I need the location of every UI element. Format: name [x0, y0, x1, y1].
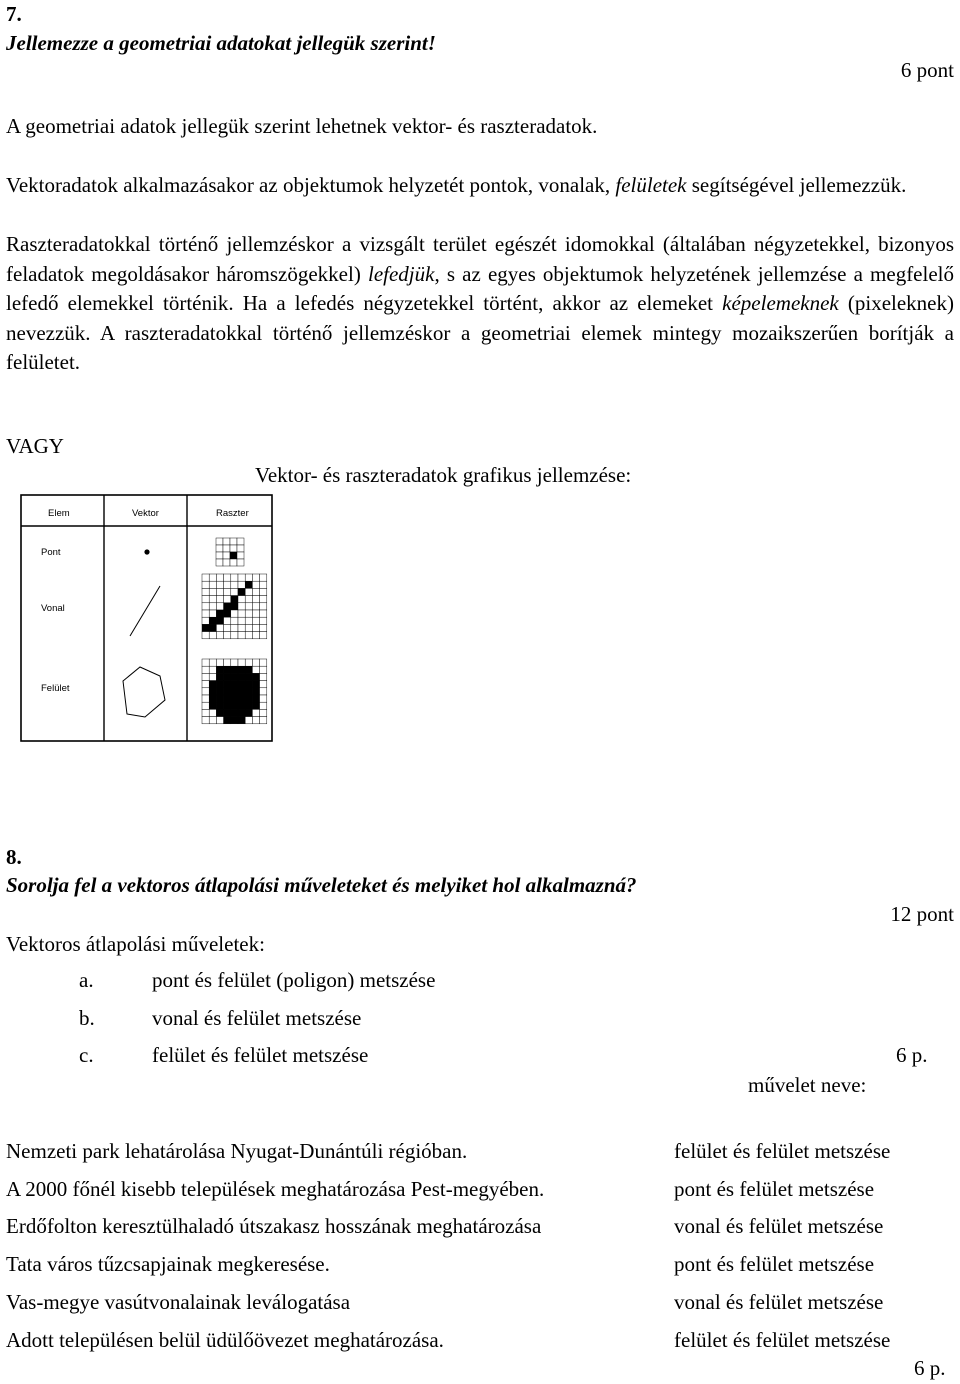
raster-cell [202, 574, 209, 581]
raster-cell [209, 681, 216, 688]
raster-cell [209, 581, 216, 588]
raster-cell [209, 610, 216, 617]
raster-cell [238, 581, 245, 588]
task-operation: felület és felület metszése [674, 1139, 891, 1163]
raster-cell [223, 559, 230, 566]
raster-cell [202, 617, 209, 624]
raster-cell [252, 717, 259, 724]
raster-cell [216, 538, 223, 545]
paragraph-vector-data: Vektoradatok alkalmazásakor az objektumok helyzetét pontok, vonalak, felületek segítségével jellemezzük. [6, 173, 907, 197]
raster-cell [216, 666, 223, 673]
raster-line-grid [202, 574, 267, 639]
raster-cell [202, 581, 209, 588]
raster-cell [238, 610, 245, 617]
raster-cell [260, 581, 267, 588]
raster-cell [237, 545, 244, 552]
raster-cell [202, 709, 209, 716]
raster-cell [216, 624, 223, 631]
raster-cell [216, 717, 223, 724]
raster-cell [260, 617, 267, 624]
raster-cell [252, 659, 259, 666]
raster-cell [238, 717, 245, 724]
operations-points: 6 p. [896, 1043, 928, 1067]
task-operation: vonal és felület metszése [674, 1214, 884, 1238]
raster-cell [245, 659, 252, 666]
figure-col-element: Elem [48, 508, 70, 519]
raster-cell [252, 603, 259, 610]
raster-cell [202, 610, 209, 617]
raster-cell [224, 666, 231, 673]
raster-cell [231, 666, 238, 673]
raster-cell [245, 617, 252, 624]
raster-cell [224, 581, 231, 588]
raster-cell [224, 673, 231, 680]
raster-cell [260, 709, 267, 716]
raster-cell [216, 695, 223, 702]
raster-cell [238, 702, 245, 709]
raster-cell [260, 681, 267, 688]
raster-cell [252, 666, 259, 673]
raster-cell [202, 659, 209, 666]
raster-cell [260, 666, 267, 673]
raster-cell [224, 659, 231, 666]
raster-cell [224, 588, 231, 595]
operation-letter-c: c. [79, 1043, 94, 1067]
raster-cell [202, 695, 209, 702]
figure-row-point: Pont [41, 547, 61, 558]
raster-cell [224, 632, 231, 639]
raster-cell [209, 695, 216, 702]
task-text: Adott településen belül üdülőövezet meghatározása. [6, 1328, 444, 1352]
figure-drawing [20, 494, 274, 742]
raster-cell [260, 624, 267, 631]
raster-cell [209, 717, 216, 724]
raster-cell [252, 581, 259, 588]
raster-cell [260, 596, 267, 603]
raster-cell [231, 603, 238, 610]
raster-cell [245, 695, 252, 702]
raster-cell [224, 610, 231, 617]
question-8-number: 8. [6, 845, 22, 869]
raster-cell [260, 632, 267, 639]
task-text: A 2000 főnél kisebb települések meghatározása Pest-megyében. [6, 1177, 545, 1201]
operation-name-heading: művelet neve: [748, 1073, 867, 1097]
task-operation: vonal és felület metszése [674, 1290, 884, 1314]
paragraph-raster-data: Raszteradatokkal történő jellemzéskor a vizsgált terület egészét idomokkal (általában négyzetekkel, bizonyos feladatok megoldásakor háromszögekkel) lefedjük, s az egyes objektumok helyzetének jellemzése a megfelelő lefedő elemekkel történik. Ha a lefedés négyzetekkel történt, akkor az elemeket képelemeknek (pixeleknek) nevezzük. A raszteradatokkal történő jellemzéskor a geometriai elemek mintegy mozaikszerűen borítják a felületet. [6, 232, 954, 374]
raster-cell [216, 581, 223, 588]
raster-cell [245, 681, 252, 688]
raster-cell [245, 581, 252, 588]
raster-cell [260, 659, 267, 666]
raster-cell [238, 596, 245, 603]
operation-letter-b: b. [79, 1006, 95, 1030]
raster-cell [245, 717, 252, 724]
raster-cell [216, 702, 223, 709]
raster-cell [260, 610, 267, 617]
raster-cell [231, 632, 238, 639]
raster-cell [238, 666, 245, 673]
raster-area-grid [202, 659, 267, 724]
raster-cell [224, 717, 231, 724]
paragraph-vector-raster: A geometriai adatok jellegük szerint lehetnek vektor- és raszteradatok. [6, 114, 598, 138]
raster-cell [245, 666, 252, 673]
raster-cell [252, 610, 259, 617]
raster-cell [252, 624, 259, 631]
raster-cell [231, 610, 238, 617]
figure-row-line: Vonal [41, 603, 65, 614]
raster-cell [209, 673, 216, 680]
raster-cell [230, 545, 237, 552]
task-text: Nemzeti park lehatárolása Nyugat-Dunántúli régióban. [6, 1139, 468, 1163]
question-7-number: 7. [6, 2, 22, 26]
raster-cell [209, 624, 216, 631]
raster-cell [202, 603, 209, 610]
question-8-points: 12 pont [890, 902, 954, 926]
raster-cell [245, 596, 252, 603]
raster-cell [223, 552, 230, 559]
raster-cell [245, 673, 252, 680]
raster-cell [202, 702, 209, 709]
raster-cell [231, 588, 238, 595]
raster-cell [238, 688, 245, 695]
task-operation: pont és felület metszése [674, 1252, 875, 1276]
raster-cell [252, 588, 259, 595]
raster-cell [216, 659, 223, 666]
raster-cell [245, 588, 252, 595]
raster-cell [231, 688, 238, 695]
raster-cell [216, 552, 223, 559]
raster-cell [252, 596, 259, 603]
vector-point-symbol [144, 549, 149, 554]
vector-raster-figure [20, 494, 274, 742]
raster-cell [224, 574, 231, 581]
operation-letter-a: a. [79, 968, 94, 992]
raster-cell [224, 596, 231, 603]
raster-cell [202, 632, 209, 639]
raster-cell [238, 632, 245, 639]
raster-cell [231, 617, 238, 624]
raster-cell [216, 673, 223, 680]
raster-cell [216, 632, 223, 639]
raster-cell [245, 574, 252, 581]
raster-cell [231, 695, 238, 702]
raster-cell [230, 552, 237, 559]
raster-cell [238, 709, 245, 716]
task-text: Erdőfolton keresztülhaladó útszakasz hosszának meghatározása [6, 1214, 542, 1238]
raster-cell [252, 695, 259, 702]
raster-cell [260, 574, 267, 581]
raster-cell [224, 617, 231, 624]
raster-cell [237, 538, 244, 545]
raster-cell [216, 603, 223, 610]
raster-cell [209, 666, 216, 673]
raster-cell [223, 538, 230, 545]
raster-cell [252, 688, 259, 695]
raster-cell [231, 681, 238, 688]
raster-cell [202, 596, 209, 603]
raster-cell [202, 588, 209, 595]
figure-caption: Vektor- és raszteradatok grafikus jellemzése: [255, 463, 632, 487]
raster-cell [238, 681, 245, 688]
raster-cell [231, 717, 238, 724]
task-operation: pont és felület metszése [674, 1177, 875, 1201]
raster-cell [252, 617, 259, 624]
question-7-points: 6 pont [900, 58, 954, 82]
raster-cell [245, 632, 252, 639]
raster-cell [209, 659, 216, 666]
raster-cell [231, 581, 238, 588]
raster-cell [260, 717, 267, 724]
raster-cell [252, 632, 259, 639]
raster-cell [202, 624, 209, 631]
raster-cell [209, 632, 216, 639]
task-operation: felület és felület metszése [674, 1328, 891, 1352]
raster-cell [202, 666, 209, 673]
raster-cell [224, 688, 231, 695]
raster-cell [238, 673, 245, 680]
raster-cell [237, 559, 244, 566]
raster-cell [245, 702, 252, 709]
raster-cell [245, 709, 252, 716]
raster-cell [224, 681, 231, 688]
raster-cell [224, 624, 231, 631]
question-8-title: Sorolja fel a vektoros átlapolási műveleteket és melyiket hol alkalmazná? [6, 873, 637, 897]
raster-cell [238, 659, 245, 666]
question-7-title: Jellemezze a geometriai adatokat jellegük szerint! [6, 31, 436, 55]
raster-cell [260, 688, 267, 695]
raster-cell [260, 588, 267, 595]
raster-cell [238, 574, 245, 581]
raster-cell [231, 673, 238, 680]
raster-cell [216, 709, 223, 716]
raster-cell [202, 681, 209, 688]
raster-cell [245, 688, 252, 695]
task-text: Tata város tűzcsapjainak megkeresése. [6, 1252, 330, 1276]
raster-cell [209, 603, 216, 610]
raster-cell [216, 559, 223, 566]
raster-cell [245, 610, 252, 617]
raster-cell [252, 673, 259, 680]
raster-cell [216, 610, 223, 617]
raster-cell [231, 624, 238, 631]
raster-cell [260, 673, 267, 680]
operation-text-c: felület és felület metszése [152, 1043, 369, 1067]
raster-cell [230, 559, 237, 566]
raster-cell [209, 596, 216, 603]
raster-cell [223, 545, 230, 552]
figure-col-vector: Vektor [132, 508, 159, 519]
raster-cell [238, 624, 245, 631]
raster-cell [245, 624, 252, 631]
raster-cell [209, 688, 216, 695]
raster-cell [252, 709, 259, 716]
raster-cell [231, 596, 238, 603]
raster-cell [245, 603, 252, 610]
raster-cell [216, 574, 223, 581]
raster-cell [216, 688, 223, 695]
raster-cell [252, 681, 259, 688]
operation-text-a: pont és felület (poligon) metszése [152, 968, 436, 992]
operations-heading: Vektoros átlapolási műveletek: [6, 932, 265, 956]
figure-col-raster: Raszter [216, 508, 249, 519]
raster-cell [216, 588, 223, 595]
raster-cell [224, 702, 231, 709]
operation-text-b: vonal és felület metszése [152, 1006, 362, 1030]
raster-cell [216, 681, 223, 688]
raster-cell [216, 596, 223, 603]
task-text: Vas-megye vasútvonalainak leválogatása [6, 1290, 351, 1314]
raster-cell [209, 702, 216, 709]
raster-cell [209, 588, 216, 595]
raster-cell [252, 702, 259, 709]
raster-cell [238, 695, 245, 702]
raster-cell [216, 545, 223, 552]
raster-cell [209, 574, 216, 581]
raster-cell [260, 603, 267, 610]
raster-cell [238, 617, 245, 624]
raster-cell [224, 709, 231, 716]
final-points: 6 p. [914, 1356, 946, 1380]
raster-cell [202, 717, 209, 724]
raster-cell [209, 617, 216, 624]
raster-cell [224, 695, 231, 702]
raster-cell [231, 659, 238, 666]
raster-cell [260, 695, 267, 702]
raster-cell [230, 538, 237, 545]
raster-cell [209, 709, 216, 716]
raster-cell [231, 574, 238, 581]
or-label: VAGY [6, 434, 64, 458]
raster-point-grid [216, 538, 244, 566]
raster-cell [216, 617, 223, 624]
figure-row-area: Felület [41, 683, 70, 694]
raster-cell [231, 709, 238, 716]
raster-cell [202, 673, 209, 680]
raster-cell [238, 588, 245, 595]
raster-cell [231, 702, 238, 709]
raster-cell [238, 603, 245, 610]
raster-cell [202, 688, 209, 695]
raster-cell [237, 552, 244, 559]
raster-cell [260, 702, 267, 709]
raster-cell [252, 574, 259, 581]
raster-cell [224, 603, 231, 610]
